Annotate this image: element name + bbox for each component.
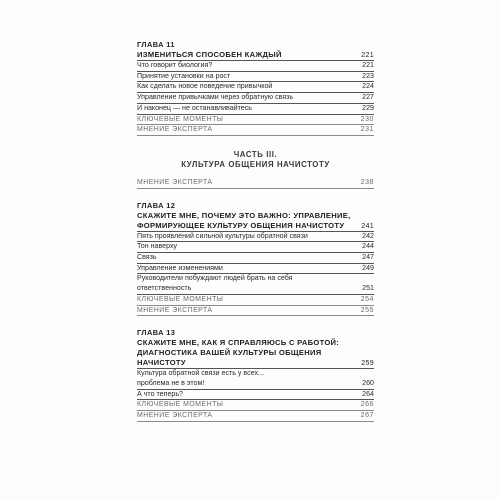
chapter-title-line: ДИАГНОСТИКА ВАШЕЙ КУЛЬТУРЫ ОБЩЕНИЯ xyxy=(137,348,322,358)
chapter-12 xyxy=(137,201,374,317)
chapter-title[interactable] xyxy=(137,221,374,232)
toc-entry-text: проблема не в этом! xyxy=(137,378,205,387)
page-number: 229 xyxy=(362,103,374,112)
toc-entry[interactable] xyxy=(137,61,374,72)
page-number: 230 xyxy=(360,114,374,123)
toc-entry-text: Пять проявлений сильной культуры обратной связи xyxy=(137,231,308,240)
chapter-11 xyxy=(137,40,374,136)
chapter-label: ГЛАВА 13 xyxy=(137,328,176,338)
toc-entry[interactable] xyxy=(137,242,374,253)
toc-entry[interactable] xyxy=(137,93,374,104)
page-number: 247 xyxy=(362,253,374,262)
toc-entry-text: МНЕНИЕ ЭКСПЕРТА xyxy=(137,126,213,134)
toc-entry-key-points[interactable] xyxy=(137,400,374,411)
toc-entry-expert-opinion[interactable] xyxy=(137,411,374,422)
toc-entry[interactable] xyxy=(137,72,374,83)
chapter-label: ГЛАВА 11 xyxy=(137,40,175,49)
toc-entry-text: МНЕНИЕ ЭКСПЕРТА xyxy=(137,178,213,186)
toc-entry-text: Управление изменениями xyxy=(137,263,223,272)
toc-entry-line: Культура обратной связи есть у всех... xyxy=(137,369,264,378)
page-number: 224 xyxy=(362,82,374,91)
toc-entry-key-points[interactable] xyxy=(137,115,374,126)
page-number: 227 xyxy=(362,93,374,102)
chapter-title[interactable] xyxy=(137,50,374,61)
part-3-heading xyxy=(137,150,374,170)
toc-entry[interactable] xyxy=(137,253,374,264)
toc-entry-text: КЛЮЧЕВЫЕ МОМЕНТЫ xyxy=(137,115,224,123)
toc-entry-text: Тон наверху xyxy=(137,242,178,251)
page-number: 251 xyxy=(362,284,374,293)
part-title: КУЛЬТУРА ОБЩЕНИЯ НАЧИСТОТУ xyxy=(181,159,330,169)
toc-entry-text: И наконец — не останавливайтесь xyxy=(137,103,252,112)
page-number: 267 xyxy=(360,411,374,420)
chapter-title-line: СКАЖИТЕ МНЕ, ПОЧЕМУ ЭТО ВАЖНО: УПРАВЛЕНИЕ, xyxy=(137,210,351,220)
part-label: ЧАСТЬ III. xyxy=(233,149,278,159)
chapter-title[interactable] xyxy=(137,358,374,369)
toc-entry-text: Управление привычками через обратную связь xyxy=(137,93,294,102)
toc-entry-text: Принятие установки на рост xyxy=(137,71,231,80)
page-number: 259 xyxy=(361,359,374,368)
toc-entry-text: Связь xyxy=(137,253,157,262)
toc-entry-text: МНЕНИЕ ЭКСПЕРТА xyxy=(137,412,213,420)
page-number: 231 xyxy=(360,125,374,134)
toc-entry-text: Как сделать новое поведение привычкой xyxy=(137,82,273,91)
page-number: 241 xyxy=(361,221,374,230)
page-number: 266 xyxy=(360,400,374,409)
page-number: 242 xyxy=(362,231,374,240)
chapter-title-text: ФОРМИРУЮЩЕЕ КУЛЬТУРУ ОБЩЕНИЯ НАЧИСТОТУ xyxy=(137,220,345,230)
toc-entry[interactable] xyxy=(137,379,374,390)
toc-entry-line: Руководители побуждают людей брать на себя xyxy=(137,274,293,283)
toc-entry-text: КЛЮЧЕВЫЕ МОМЕНТЫ xyxy=(137,295,224,303)
page-number: 221 xyxy=(362,61,374,69)
toc-entry-expert-opinion[interactable] xyxy=(137,306,374,317)
toc-entry[interactable] xyxy=(137,264,374,275)
toc-entry[interactable] xyxy=(137,232,374,243)
page-number: 260 xyxy=(362,378,374,387)
toc-entry-text: А что теперь? xyxy=(137,389,183,398)
toc-entry[interactable] xyxy=(137,390,374,401)
part-3-entries xyxy=(137,178,374,189)
toc-entry-text: ответственность xyxy=(137,284,192,293)
page-number: 244 xyxy=(362,242,374,251)
chapter-label: ГЛАВА 12 xyxy=(137,200,176,210)
toc-entry-text: КЛЮЧЕВЫЕ МОМЕНТЫ xyxy=(137,401,224,409)
chapter-title-text: НАЧИСТОТУ xyxy=(137,358,186,368)
chapter-title-line: СКАЖИТЕ МНЕ, КАК Я СПРАВЛЯЮСЬ С РАБОТОЙ: xyxy=(137,338,340,348)
chapter-13 xyxy=(137,328,374,422)
toc-entry[interactable] xyxy=(137,82,374,93)
chapter-title-text: ИЗМЕНИТЬСЯ СПОСОБЕН КАЖДЫЙ xyxy=(137,50,282,59)
page-number: 254 xyxy=(360,294,374,303)
page-number: 264 xyxy=(362,389,374,398)
page-number: 238 xyxy=(360,177,374,186)
table-of-contents xyxy=(137,40,374,434)
toc-entry-expert-opinion[interactable] xyxy=(137,125,374,136)
page-number: 249 xyxy=(362,263,374,272)
toc-entry[interactable] xyxy=(137,104,374,115)
page-number: 223 xyxy=(362,71,374,80)
page-number: 255 xyxy=(360,305,374,314)
toc-entry-key-points[interactable] xyxy=(137,295,374,306)
toc-entry-text: Что говорит биология? xyxy=(137,61,213,69)
toc-entry-text: МНЕНИЕ ЭКСПЕРТА xyxy=(137,306,213,314)
toc-entry[interactable] xyxy=(137,284,374,295)
page-number: 221 xyxy=(361,51,374,59)
toc-entry-expert-opinion[interactable] xyxy=(137,178,374,189)
